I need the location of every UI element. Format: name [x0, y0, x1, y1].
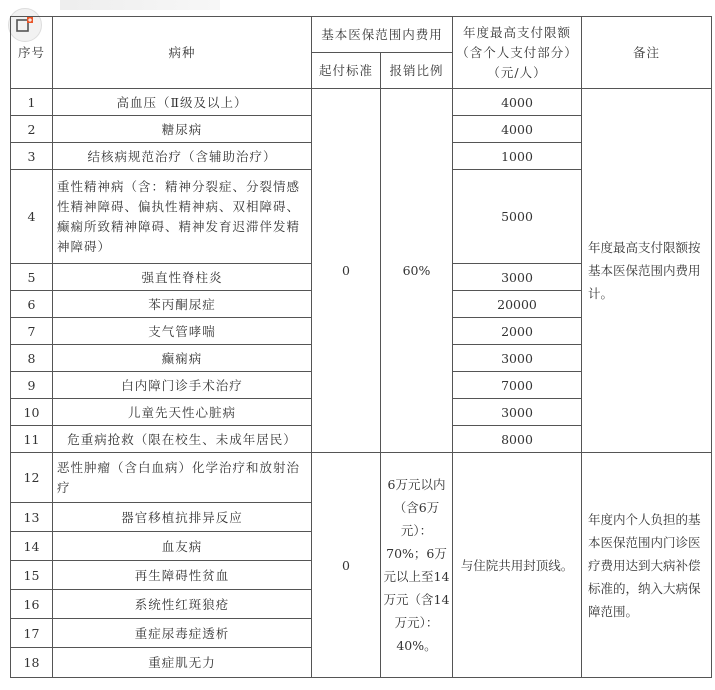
row-no: 5 [11, 264, 53, 291]
row-disease: 重性精神病（含：精神分裂症、分裂情感性精神障碍、偏执性精神病、双相障碍、癫痫所致精神障碍、精神发育迟滞伴发精神障碍） [53, 170, 312, 264]
table-row [11, 453, 712, 503]
row-no: 7 [11, 318, 53, 345]
row-limit: 7000 [453, 372, 582, 399]
group1-deductible: 0 [312, 89, 381, 453]
header-ratio: 报销比例 [381, 53, 453, 89]
row-disease: 危重病抢救（限在校生、未成年居民） [53, 426, 312, 453]
group1-remark: 年度最高支付限额按基本医保范围内费用计。 [582, 89, 712, 453]
group2-limit: 与住院共用封顶线。 [453, 453, 582, 678]
row-limit: 1000 [453, 143, 582, 170]
row-disease: 支气管哮喘 [53, 318, 312, 345]
header-disease: 病种 [53, 17, 312, 89]
row-no: 4 [11, 170, 53, 264]
row-disease: 器官移植抗排异反应 [53, 503, 312, 532]
header-basic-scope: 基本医保范围内费用 [312, 17, 453, 53]
row-disease: 癫痫病 [53, 345, 312, 372]
row-no: 14 [11, 532, 53, 561]
row-limit: 2000 [453, 318, 582, 345]
header-row [11, 17, 712, 53]
group2-remark: 年度内个人负担的基本医保范围内门诊医疗费用达到大病补偿标准的，纳入大病保障范围。 [582, 453, 712, 678]
row-no: 11 [11, 426, 53, 453]
row-no: 16 [11, 590, 53, 619]
row-limit: 3000 [453, 399, 582, 426]
row-limit: 20000 [453, 291, 582, 318]
row-disease: 结核病规范治疗（含辅助治疗） [53, 143, 312, 170]
table-row [11, 89, 712, 116]
row-no: 2 [11, 116, 53, 143]
row-limit: 5000 [453, 170, 582, 264]
group1-ratio: 60% [381, 89, 453, 453]
group2-deductible: 0 [312, 453, 381, 678]
row-no: 12 [11, 453, 53, 503]
group2-ratio: 6万元以内（含6万元）：70%；6万元以上至14万元（含14万元）：40%。 [381, 453, 453, 678]
row-disease: 高血压（Ⅱ级及以上） [53, 89, 312, 116]
row-no: 9 [11, 372, 53, 399]
row-disease: 重症尿毒症透析 [53, 619, 312, 648]
row-disease: 白内障门诊手术治疗 [53, 372, 312, 399]
row-disease: 苯丙酮尿症 [53, 291, 312, 318]
row-no: 17 [11, 619, 53, 648]
coverage-table [10, 16, 712, 678]
row-no: 13 [11, 503, 53, 532]
row-no: 3 [11, 143, 53, 170]
row-limit: 8000 [453, 426, 582, 453]
row-disease: 强直性脊柱炎 [53, 264, 312, 291]
row-no: 18 [11, 648, 53, 678]
header-no: 序号 [11, 17, 53, 89]
row-limit: 3000 [453, 345, 582, 372]
row-no: 1 [11, 89, 53, 116]
row-disease: 糖尿病 [53, 116, 312, 143]
row-no: 8 [11, 345, 53, 372]
header-deductible: 起付标准 [312, 53, 381, 89]
row-disease: 重症肌无力 [53, 648, 312, 678]
row-disease: 儿童先天性心脏病 [53, 399, 312, 426]
header-limit: 年度最高支付限额（含个人支付部分）（元/人） [453, 17, 582, 89]
row-limit: 4000 [453, 116, 582, 143]
row-no: 6 [11, 291, 53, 318]
row-disease: 再生障碍性贫血 [53, 561, 312, 590]
row-limit: 4000 [453, 89, 582, 116]
row-limit: 3000 [453, 264, 582, 291]
row-disease: 恶性肿瘤（含白血病）化学治疗和放射治疗 [53, 453, 312, 503]
faded-header-text [60, 0, 220, 10]
row-disease: 血友病 [53, 532, 312, 561]
header-remark: 备注 [582, 17, 712, 89]
row-disease: 系统性红斑狼疮 [53, 590, 312, 619]
row-no: 10 [11, 399, 53, 426]
row-no: 15 [11, 561, 53, 590]
